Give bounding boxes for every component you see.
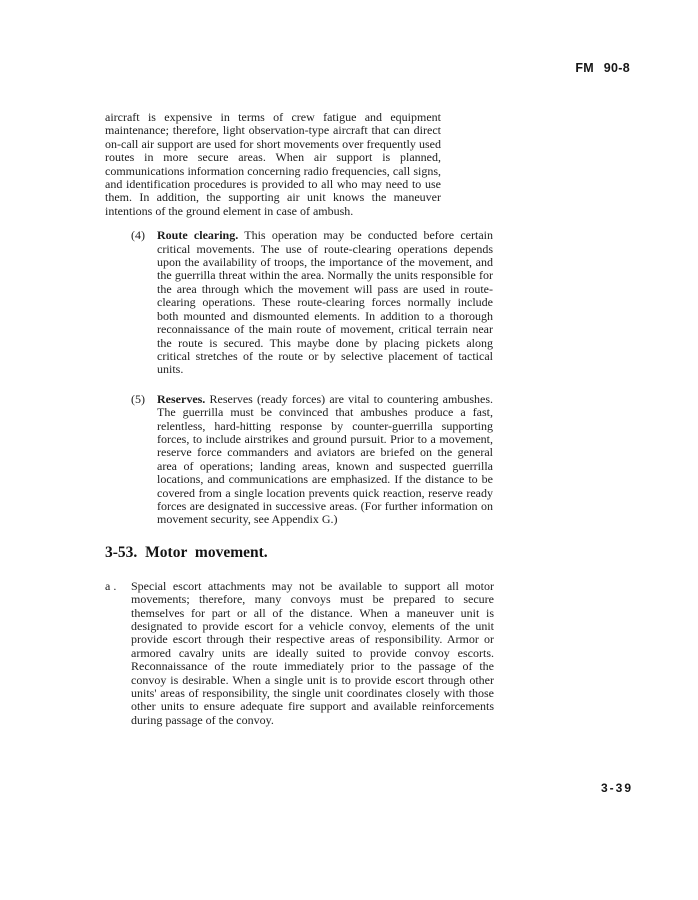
- page-body: [105, 111, 494, 727]
- page-number: 3-39: [601, 781, 634, 795]
- manual-number-header: FM 90-8: [575, 61, 630, 75]
- sub-item-a-text: Special escort attachments may not be available to support all motor movements; therefore, many convoys must be prepared to secure themselves for part or all of the distance. When a maneuver unit is designated to provide escort for a vehicle convoy, elements of the unit provide escort through their respective areas of responsibility. Armor or armored cavalry units are ideally suited to provide convoy escorts. Reconnaissance of the route immediately prior to the passage of the convoy is desirable. When a single unit is to provide escort through other units' areas of responsibility, the single unit coordinates closely with those other units to ensure adequate fire support and available reinforcements during passage of the convoy.: [131, 578, 494, 727]
- item-4-label: Route clearing.: [157, 228, 239, 243]
- list-item-4: [131, 229, 493, 376]
- item-4-paragraph: [157, 229, 493, 376]
- sub-item-a-marker: a .: [105, 578, 117, 593]
- item-5-label: Reserves.: [157, 391, 206, 406]
- item-4-text: This operation may be conducted before certain critical movements. The use of route-clearing operations depends upon the availability of troops, the importance of the movement, and the guerrilla threat within the area. Normally the units responsible for the area through which the movement will pass are used in route-clearing operations. These route-clearing forces normally include both mounted and dismounted elements. In addition to a thorough reconnaissance of the main route of movement, critical terrain near the route is secured. This maybe done by placing pickets along critical stretches of the route or by selective placement of tactical units.: [157, 228, 493, 377]
- list-item-5: [131, 393, 493, 527]
- item-5-paragraph: [157, 393, 493, 527]
- item-5-text: Reserves (ready forces) are vital to countering ambushes. The guerrilla must be convinced that ambushes produce a fast, relentless, hard-hitting response by counter-guerrilla supporting forces, to include airstrikes and ground pursuit. Prior to a movement, reserve force commanders and aviators are briefed on the general area of operations; landing areas, known and suspected guerrilla locations, and communications are emphasized. If the distance to be covered from a single location prevents quick reaction, reserve ready forces are designated in successive areas. (For further information on movement security, see Appendix G.): [157, 391, 493, 527]
- item-5-marker: (5): [131, 391, 145, 406]
- paragraph-continuation: aircraft is expensive in terms of crew fatigue and equipment maintenance; therefore, light observation-type aircraft that can direct on-call air support are used for short movements over frequently used routes in more secure areas. When air support is planned, communications information concerning radio frequencies, call signs, and identification procedures is provided to all who may need to use them. In addition, the supporting air unit knows the maneuver intentions of the ground element in case of ambush.: [105, 110, 441, 218]
- sub-item-a: [105, 580, 494, 727]
- section-heading: 3-53. Motor movement.: [105, 543, 268, 561]
- item-4-marker: (4): [131, 228, 145, 243]
